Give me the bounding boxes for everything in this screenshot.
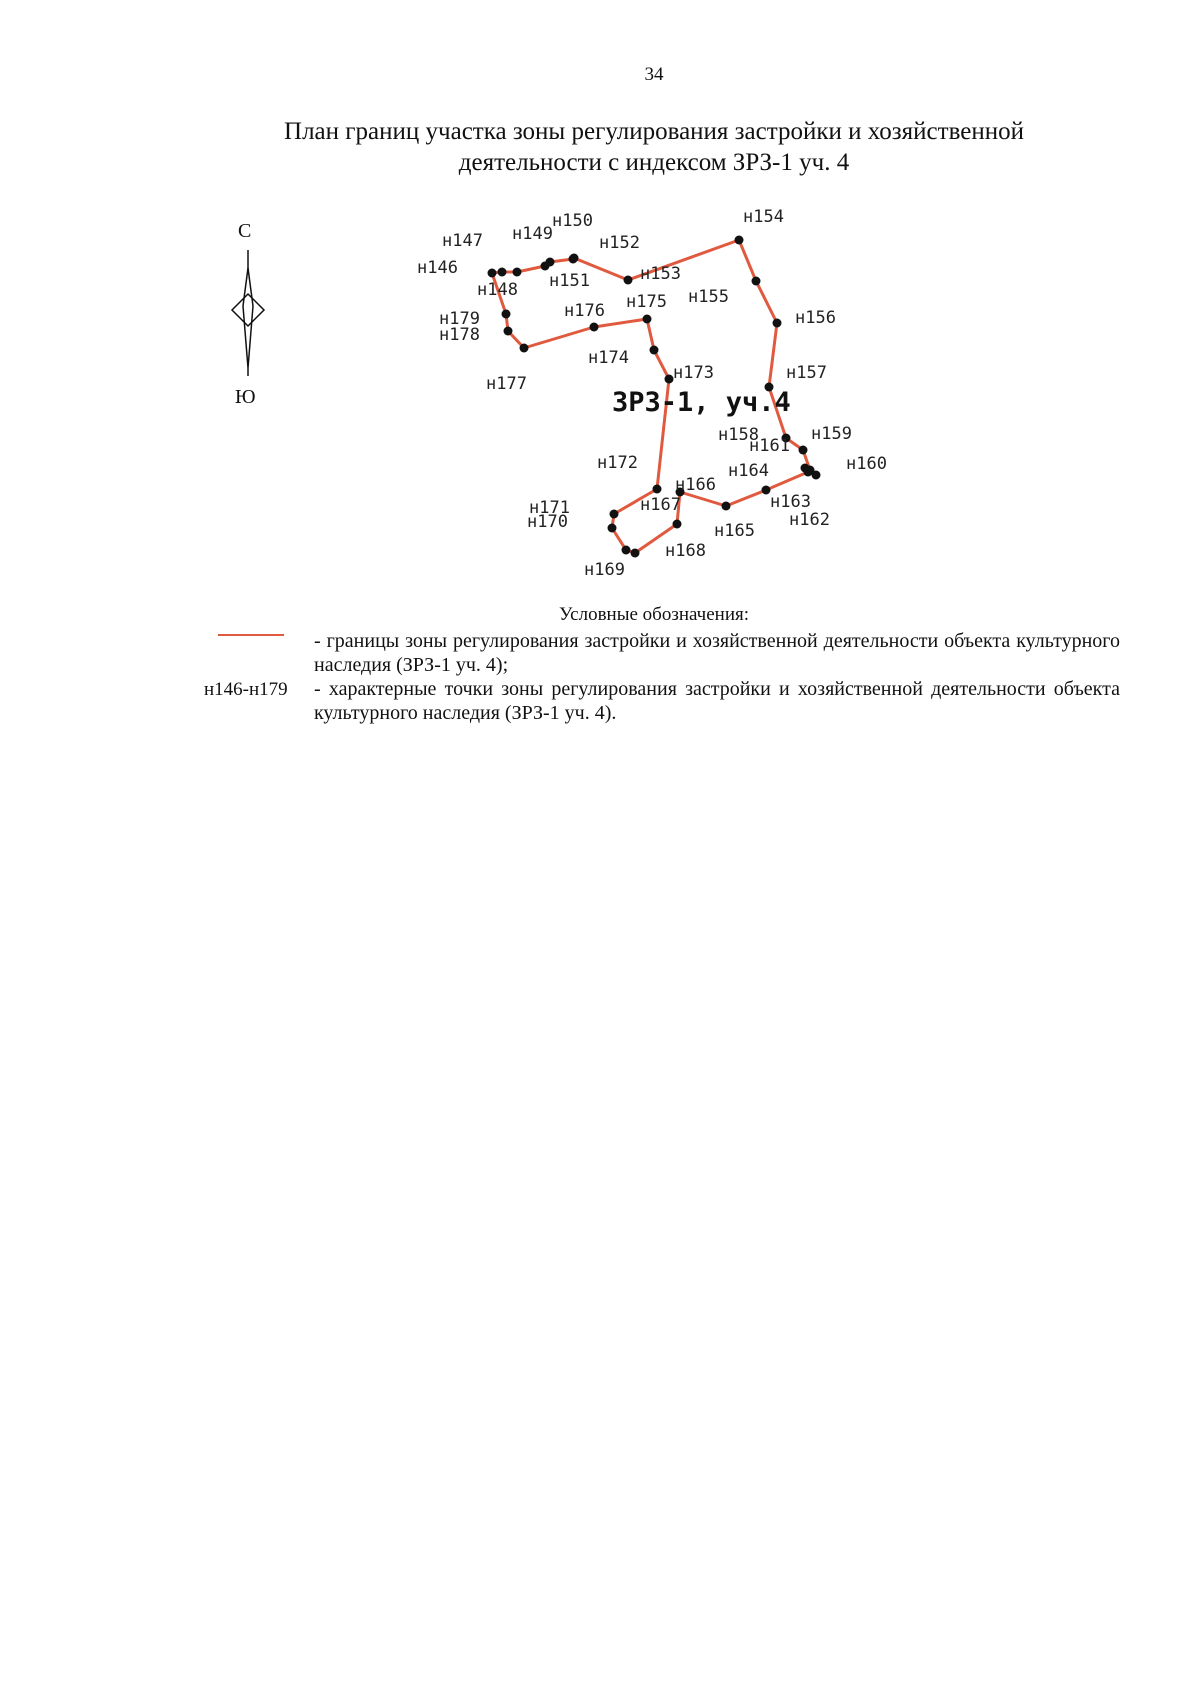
- boundary-point: [622, 546, 631, 555]
- point-label: н169: [584, 560, 625, 580]
- point-label: н152: [599, 233, 640, 253]
- boundary-point: [504, 327, 513, 336]
- point-label: н165: [714, 521, 755, 541]
- point-label: н176: [564, 301, 605, 321]
- point-label: н160: [846, 454, 887, 474]
- boundary-point: [673, 520, 682, 529]
- point-label: н168: [665, 541, 706, 561]
- point-label: н157: [786, 363, 827, 383]
- boundary-point: [650, 346, 659, 355]
- point-label: н151: [549, 271, 590, 291]
- boundary-point: [520, 344, 529, 353]
- point-label: н155: [688, 287, 729, 307]
- boundary-point: [799, 446, 808, 455]
- boundary-plan: [0, 0, 1200, 600]
- zone-label: ЗРЗ-1, уч.4: [612, 387, 791, 418]
- boundary-point: [570, 254, 579, 263]
- boundary-point: [735, 236, 744, 245]
- point-label: н177: [486, 374, 527, 394]
- point-label: н166: [675, 475, 716, 495]
- point-label: н170: [527, 512, 568, 532]
- boundary-point: [653, 485, 662, 494]
- point-label: н172: [597, 453, 638, 473]
- boundary-point: [812, 471, 821, 480]
- point-label: н164: [728, 461, 769, 481]
- compass-north-label: С: [238, 220, 252, 242]
- point-label: н158: [718, 425, 759, 445]
- compass-south-label: Ю: [235, 386, 256, 408]
- point-label: н146: [417, 258, 458, 278]
- title-line-2: деятельности с индексом ЗРЗ-1 уч. 4: [458, 149, 850, 176]
- legend-points-code: н146-н179: [204, 679, 288, 700]
- point-label: н167: [640, 495, 681, 515]
- boundary-point: [488, 269, 497, 278]
- point-label: н179: [439, 309, 480, 329]
- boundary-point: [752, 277, 761, 286]
- point-label: н175: [626, 292, 667, 312]
- page-number: 34: [644, 64, 664, 85]
- boundary-point: [624, 276, 633, 285]
- boundary-point: [631, 549, 640, 558]
- boundary-point: [546, 258, 555, 267]
- point-label: н163: [770, 492, 811, 512]
- boundary-point: [608, 524, 617, 533]
- boundary-point: [643, 315, 652, 324]
- legend-boundary-line-sample: [218, 634, 284, 636]
- point-label: н159: [811, 424, 852, 444]
- legend-points-description: - характерные точки зоны регулирования застройки и хозяйственной деятельности объекта культурного наследия (ЗРЗ-1 уч. 4).: [314, 678, 1120, 724]
- point-label: н150: [552, 211, 593, 231]
- boundary-point: [610, 510, 619, 519]
- point-label: н156: [795, 308, 836, 328]
- point-label: н148: [477, 280, 518, 300]
- boundary-point: [502, 310, 511, 319]
- point-label: н147: [442, 231, 483, 251]
- point-label: н149: [512, 224, 553, 244]
- point-label: н174: [588, 348, 629, 368]
- point-label: н171: [529, 498, 570, 518]
- title-line-1: План границ участка зоны регулирования застройки и хозяйственной: [284, 118, 1024, 145]
- point-label: н161: [749, 436, 790, 456]
- point-label: н173: [673, 363, 714, 383]
- boundary-point: [804, 468, 813, 477]
- boundary-point: [590, 323, 599, 332]
- legend-boundary-description: - границы зоны регулирования застройки и хозяйственной деятельности объекта культурного наследия (ЗРЗ-1 уч. 4);: [314, 630, 1120, 676]
- point-label: н178: [439, 325, 480, 345]
- point-label: н153: [640, 264, 681, 284]
- boundary-point: [722, 502, 731, 511]
- legend-title: Условные обозначения:: [558, 604, 750, 625]
- boundary-point: [513, 268, 522, 277]
- boundary-point: [498, 268, 507, 277]
- point-label: н162: [789, 510, 830, 530]
- boundary-point: [773, 319, 782, 328]
- point-label: н154: [743, 207, 784, 227]
